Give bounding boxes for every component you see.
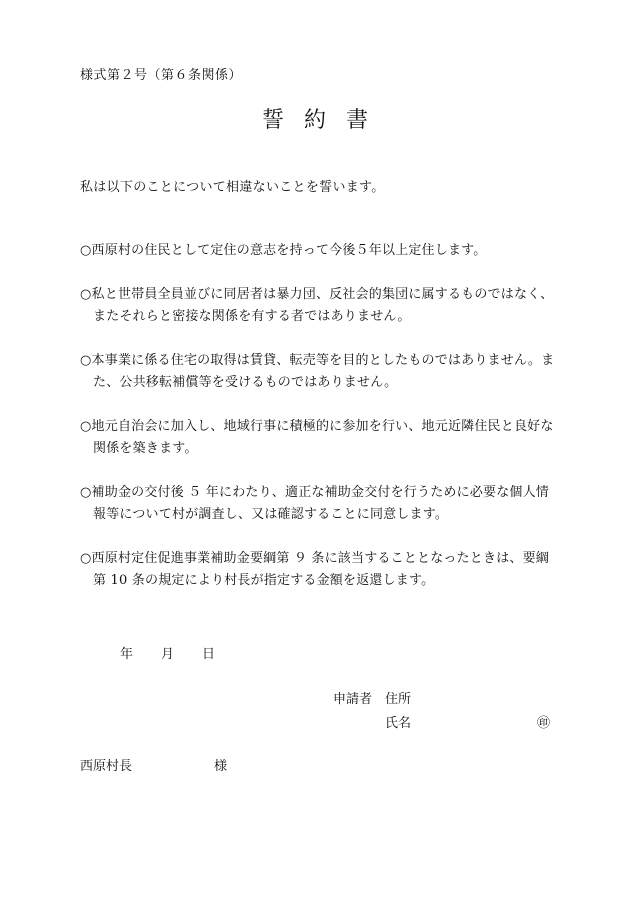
form-number: 様式第２号（第６条関係） bbox=[80, 68, 243, 83]
date-year: 年 bbox=[120, 647, 134, 662]
seal-mark: ㊞ bbox=[536, 716, 550, 731]
applicant-address-row bbox=[333, 688, 411, 707]
pledge-item: ○地元自治会に加入し、地域行事に積極的に参加を行い、地元近隣住民と良好な関係を築きます。 bbox=[80, 419, 554, 456]
pledge-item: ○西原村定住促進事業補助金要綱第 ９ 条に該当することとなったときは、要綱第 10 条の規定により村長が指定する金額を返還します。 bbox=[80, 551, 550, 588]
addressee-line bbox=[80, 755, 227, 774]
date-line bbox=[120, 643, 215, 662]
applicant-name-row bbox=[385, 712, 550, 731]
pledge-item: ○本事業に係る住宅の取得は賃貸、転売等を目的としたものではありません。また、公共移転補償等を受けるものではありません。 bbox=[80, 353, 555, 390]
pledge-item: ○補助金の交付後 ５ 年にわたり、適正な補助金交付を行うために必要な個人情報等について村が調査し、又は確認することに同意します。 bbox=[80, 485, 550, 522]
addressee-name: 西原村長 bbox=[80, 759, 133, 774]
date-day: 日 bbox=[202, 647, 216, 662]
document-title: 誓約書 bbox=[261, 108, 388, 133]
date-month: 月 bbox=[161, 647, 175, 662]
applicant-label: 申請者 bbox=[333, 692, 373, 707]
pledge-list bbox=[80, 240, 560, 614]
pledge-item: ○私と世帯員全員並びに同居者は暴力団、反社会的集団に属するものではなく、またそれらと密接な関係を有する者ではありません。 bbox=[80, 287, 554, 324]
name-label: 氏名 bbox=[385, 716, 412, 731]
intro-text: 私は以下のことについて相違ないことを誓います。 bbox=[80, 180, 385, 195]
address-label: 住所 bbox=[385, 692, 412, 707]
pledge-item: ○西原村の住民として定住の意志を持って今後５年以上定住します。 bbox=[80, 243, 487, 258]
addressee-honorific: 様 bbox=[214, 759, 228, 774]
